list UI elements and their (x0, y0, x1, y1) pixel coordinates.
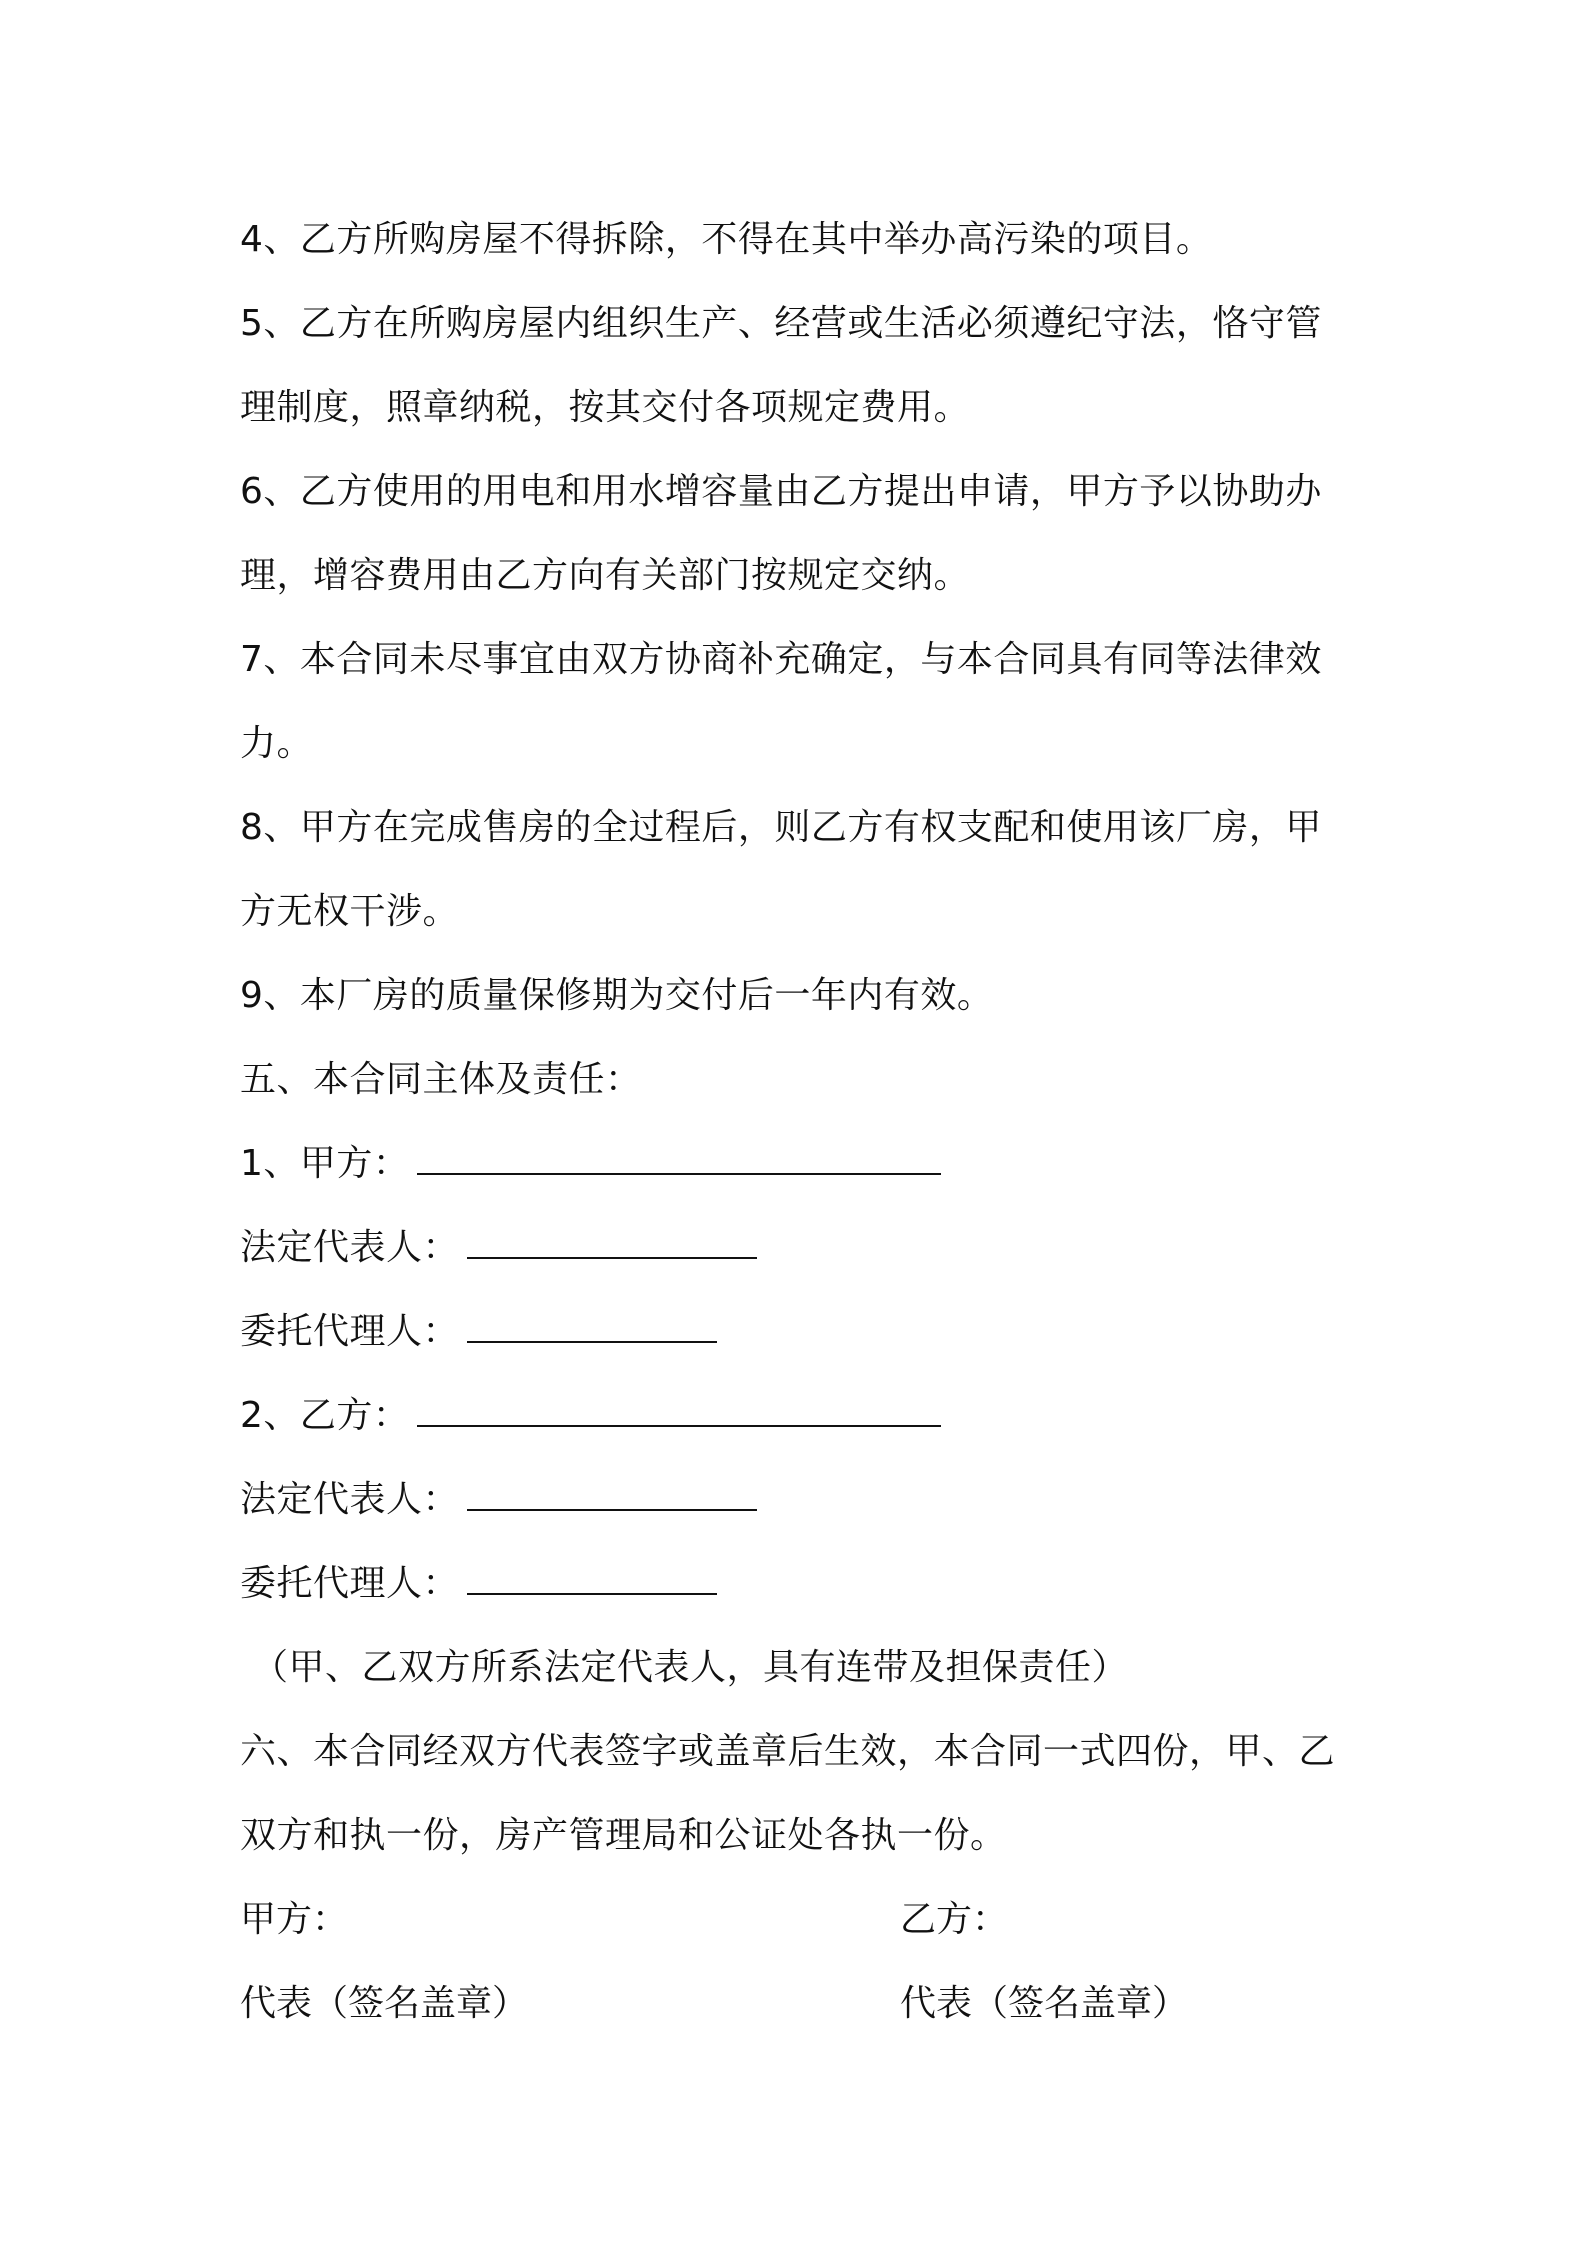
party-b-rep-row (240, 1458, 1362, 1542)
clause-6-line-1: 6、乙方使用的用电和用水增容量由乙方提出申请，甲方予以协助办 (240, 471, 1322, 512)
section-6-line-2: 双方和执一份，房产管理局和公证处各执一份。 (240, 1815, 1007, 1856)
party-a-signature-label: 甲方： (240, 1899, 349, 1940)
party-b-sign-seal: 代表（签名盖章） (900, 1983, 1189, 2024)
party-b-rep-blank[interactable] (467, 1479, 757, 1511)
clause-7-line-1: 7、本合同未尽事宜由双方协商补充确定，与本合同具有同等法律效 (240, 639, 1322, 680)
party-b-rep-label: 法定代表人： (240, 1479, 460, 1520)
party-a-sign-seal: 代表（签名盖章） (240, 1983, 529, 2024)
party-a-agent-label: 委托代理人： (240, 1311, 460, 1352)
clause-5-line-2: 理制度，照章纳税，按其交付各项规定费用。 (240, 387, 971, 428)
party-b-agent-row (240, 1542, 1362, 1626)
clause-9: 9、本厂房的质量保修期为交付后一年内有效。 (240, 975, 994, 1016)
party-b-agent-label: 委托代理人： (240, 1563, 460, 1604)
section-5-heading: 五、本合同主体及责任： (240, 1059, 642, 1100)
party-a-agent-row (240, 1290, 1362, 1374)
party-b-signature-label: 乙方： (900, 1899, 1009, 1940)
liability-note: （甲、乙双方所系法定代表人，具有连带及担保责任） (252, 1647, 1129, 1688)
contract-page (240, 198, 1362, 2046)
signature-sign-row (240, 1962, 1362, 2046)
party-b-label: 2、乙方： (240, 1395, 410, 1436)
party-b-row (240, 1374, 1362, 1458)
section-6-line-1: 六、本合同经双方代表签字或盖章后生效，本合同一式四份，甲、乙 (240, 1731, 1336, 1772)
party-b-agent-blank[interactable] (467, 1563, 717, 1595)
party-b-blank[interactable] (417, 1395, 941, 1427)
clause-5-line-1: 5、乙方在所购房屋内组织生产、经营或生活必须遵纪守法，恪守管 (240, 303, 1322, 344)
party-a-rep-row (240, 1206, 1362, 1290)
clause-7-line-2: 力。 (240, 723, 314, 764)
party-a-label: 1、甲方： (240, 1143, 410, 1184)
clause-8-line-1: 8、甲方在完成售房的全过程后，则乙方有权支配和使用该厂房，甲 (240, 807, 1322, 848)
clause-8-line-2: 方无权干涉。 (240, 891, 460, 932)
party-a-rep-blank[interactable] (467, 1227, 757, 1259)
clause-4: 4、乙方所购房屋不得拆除，不得在其中举办高污染的项目。 (240, 219, 1213, 260)
party-a-agent-blank[interactable] (467, 1311, 717, 1343)
signature-party-row (240, 1878, 1362, 1962)
party-a-blank[interactable] (417, 1143, 941, 1175)
party-a-rep-label: 法定代表人： (240, 1227, 460, 1268)
clause-6-line-2: 理，增容费用由乙方向有关部门按规定交纳。 (240, 555, 971, 596)
party-a-row (240, 1122, 1362, 1206)
